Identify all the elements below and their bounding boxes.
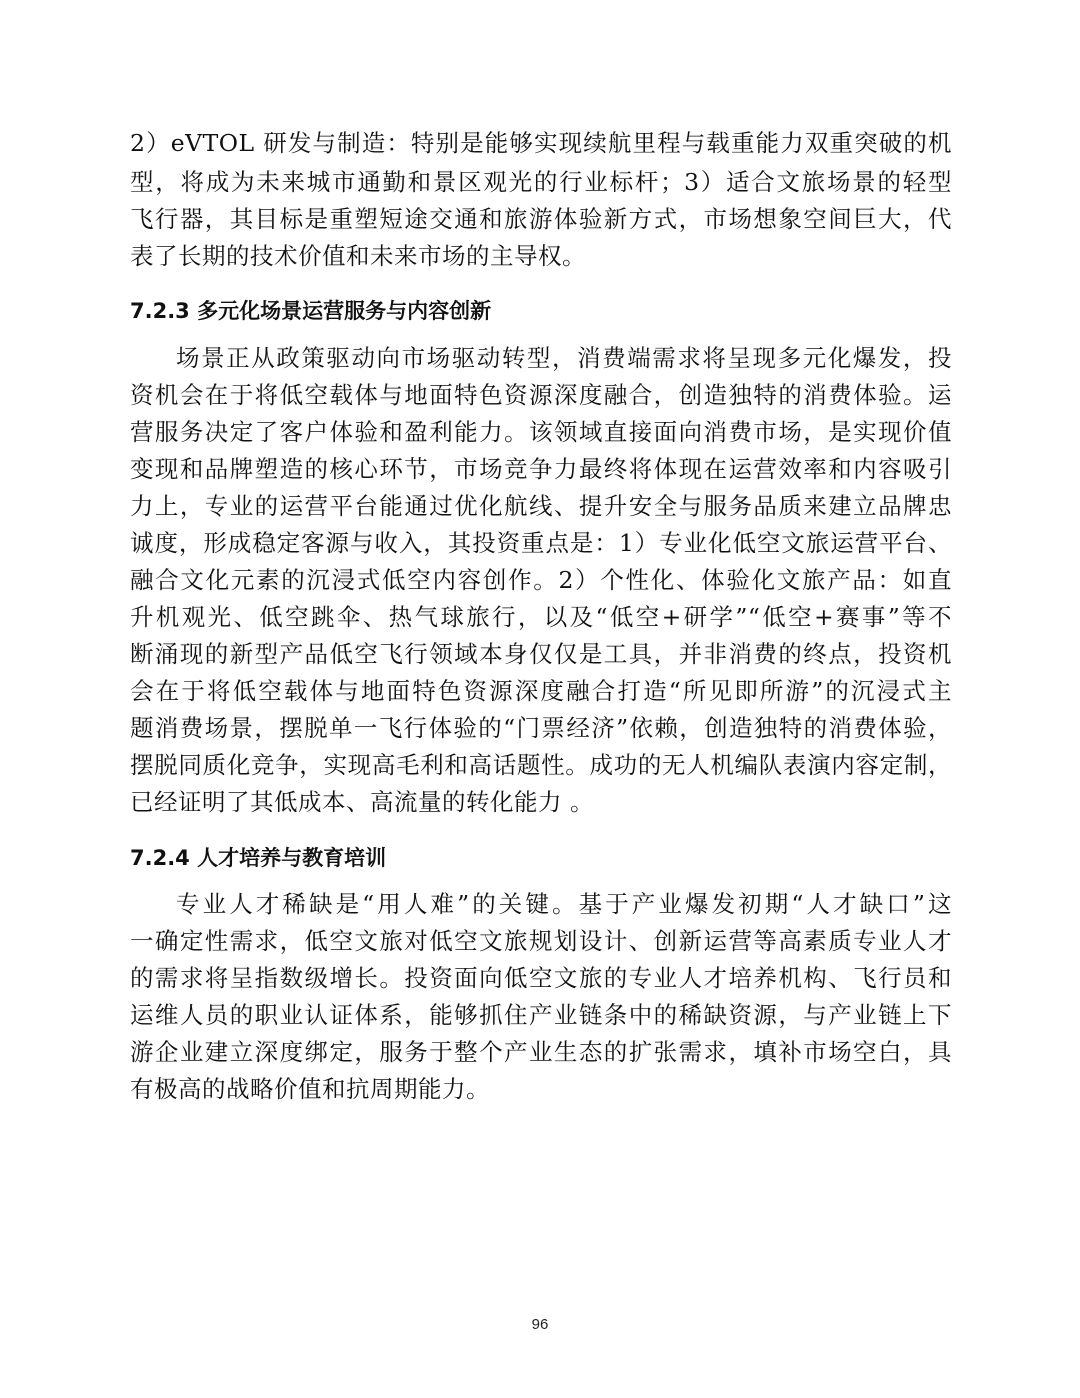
text-line: 专业人才稀缺是“用人难”的关键。基于产业爆发初期“人才缺口”这 — [176, 890, 952, 918]
text-line: 诚度，形成稳定客源与收入，其投资重点是：1）专业化低空文旅运营平台、 — [130, 529, 952, 557]
section-heading-7-2-4: 7.2.4 人才培养与教育培训 — [130, 846, 387, 870]
text-line: 力上，专业的运营平台能通过优化航线、提升安全与服务品质来建立品牌忠 — [130, 492, 952, 520]
text-line: 会在于将低空载体与地面特色资源深度融合打造“所见即所游”的沉浸式主 — [130, 677, 952, 705]
page-number: 96 — [531, 1316, 549, 1333]
text-line: 型，将成为未来城市通勤和景区观光的行业标杆；3）适合文旅场景的轻型 — [130, 168, 952, 196]
text-line: 表了长期的技术价值和未来市场的主导权。 — [130, 242, 586, 270]
text-line: 飞行器，其目标是重塑短途交通和旅游体验新方式，市场想象空间巨大，代 — [130, 205, 952, 233]
text-line: 有极高的战略价值和抗周期能力。 — [130, 1075, 490, 1103]
text-line: 变现和品牌塑造的核心环节，市场竞争力最终将体现在运营效率和内容吸引 — [130, 455, 952, 483]
text-line: 题消费场景，摆脱单一飞行体验的“门票经济”依赖，创造独特的消费体验， — [130, 714, 952, 742]
text-line: 融合文化元素的沉浸式低空内容创作。2）个性化、体验化文旅产品：如直 — [130, 566, 952, 594]
text-line: 摆脱同质化竞争，实现高毛利和高话题性。成功的无人机编队表演内容定制， — [130, 751, 952, 779]
text-line: 营服务决定了客户体验和盈利能力。该领域直接面向消费市场，是实现价值 — [130, 418, 952, 446]
text-line: 已经证明了其低成本、高流量的转化能力 。 — [130, 788, 594, 816]
text-line: 场景正从政策驱动向市场驱动转型，消费端需求将呈现多元化爆发，投 — [176, 344, 952, 372]
text-line: 升机观光、低空跳伞、热气球旅行，以及“低空+研学”“低空+赛事”等不 — [130, 603, 952, 631]
text-line: 的需求将呈指数级增长。投资面向低空文旅的专业人才培养机构、飞行员和 — [130, 964, 952, 992]
text-line: 2）eVTOL 研发与制造：特别是能够实现续航里程与载重能力双重突破的机 — [130, 129, 952, 157]
text-line: 断涌现的新型产品低空飞行领域本身仅仅是工具，并非消费的终点，投资机 — [130, 640, 952, 668]
text-line: 游企业建立深度绑定，服务于整个产业生态的扩张需求，填补市场空白，具 — [130, 1038, 952, 1066]
text-line: 资机会在于将低空载体与地面特色资源深度融合，创造独特的消费体验。运 — [130, 381, 952, 409]
text-line: 运维人员的职业认证体系，能够抓住产业链条中的稀缺资源，与产业链上下 — [130, 1001, 952, 1029]
section-heading-7-2-3: 7.2.3 多元化场景运营服务与内容创新 — [130, 299, 492, 323]
text-line: 一确定性需求，低空文旅对低空文旅规划设计、创新运营等高素质专业人才 — [130, 927, 952, 955]
